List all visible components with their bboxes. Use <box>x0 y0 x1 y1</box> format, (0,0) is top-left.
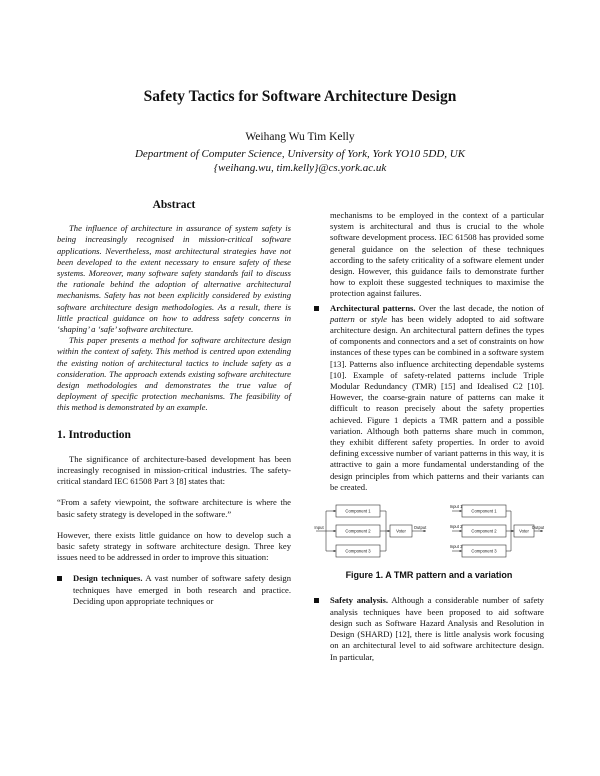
component-label: Component 2 <box>345 528 371 534</box>
bullet-title: Safety analysis. <box>330 595 388 606</box>
bullet-icon <box>314 306 319 311</box>
tmr-diagram <box>314 499 544 563</box>
voter-label: Voter <box>396 528 406 534</box>
bullet-text: Over the last decade, the notion of <box>418 302 544 313</box>
abstract-section <box>57 200 291 414</box>
left-column <box>57 200 291 613</box>
introduction-section <box>57 430 291 607</box>
email: {weihang.wu, tim.kelly}@cs.york.ac.uk <box>213 162 387 174</box>
abstract-heading: Abstract <box>152 199 196 211</box>
emphasis: style <box>371 313 387 324</box>
bullet-text: or <box>359 313 367 324</box>
bullet-text: Although a considerable number of safety analysis techniques have been proposed to aid software design such as Software Hazard Analysis and Resolution in Design (SHARD) [12], there is little analysis work focusing on an architectural level to aid software architecture design. In particular, <box>330 595 544 662</box>
figure-1 <box>314 499 544 581</box>
authors: Weihang Wu Tim Kelly <box>245 131 355 143</box>
paper-title: Safety Tactics for Software Architecture Design <box>143 88 457 105</box>
emphasis: pattern <box>330 313 355 324</box>
abstract-paragraph: This paper presents a method for software architecture design within the context of safety. This method is centred upon extending the existing notion of architectural tactics to include safety as a consideration. The approach extends existing software architecture design methodologies and demonstrates the true value of deployment of specific protection mechanisms. The feasibility of this method is demonstrated by an example. <box>57 335 291 413</box>
component-label: Component 3 <box>471 548 497 554</box>
bullet-icon <box>314 598 319 603</box>
bullet-icon <box>57 576 62 581</box>
input-label: Input <box>314 525 324 531</box>
continued-paragraph: mechanisms to be employed in the context of a particular system is architectural and thus is crucial to the whole software development process. IEC 61508 has provided some general guidance on the selection of these techniques according to the safety criticality of a software element under design. However, this guidance fails to demonstrate further how to exploit these suggested techniques to maximise the protection against failures. <box>330 210 544 299</box>
input-label: Input 3 <box>449 544 463 550</box>
bullet-title: Architectural patterns. <box>330 302 416 313</box>
component-label: Component 1 <box>345 508 371 514</box>
input-label: Input 2 <box>449 524 463 530</box>
bullet-title: Design techniques. <box>73 573 143 584</box>
figure-caption: Figure 1. A TMR pattern and a variation <box>345 570 513 581</box>
list-item <box>314 595 544 662</box>
component-label: Component 2 <box>471 528 497 534</box>
output-label: Output <box>413 525 427 531</box>
intro-paragraph: The significance of architecture-based development has been increasingly recognised in mission-critical industries. The safety-critical standard IEC 61508 Part 3 [8] states that: <box>57 453 291 487</box>
input-label: Input 1 <box>449 504 463 510</box>
list-item <box>314 303 544 493</box>
list-item <box>57 573 291 607</box>
introduction-heading: 1. Introduction <box>57 428 131 441</box>
right-column <box>314 210 544 669</box>
component-label: Component 3 <box>345 548 371 554</box>
intro-paragraph: However, there exists little guidance on how to develop such a basic safety strategy in software architecture design. Three key issues need to be addressed in order to improve this situation: <box>57 529 291 563</box>
output-label: Output <box>531 525 544 531</box>
quote: “From a safety viewpoint, the software architecture is where the basic safety strategy is developed in the software.” <box>57 497 291 519</box>
component-label: Component 1 <box>471 508 497 514</box>
bullet-text: has been widely adopted to aid software architecture design. An architectural pattern defines the types of components and connectors and a set of constraints on how instances of these types can be combined in a software system [13]. Patterns also influence architecting dependable systems [10]. Example of safety-related patterns include Triple Modular Redundancy (TMR) [15] and Idealised C2 [10]. However, the coarse-grain nature of patterns can make it difficult to reason precisely about the safety properties achieved. Figure 1 depicts a TMR pattern and a possible variation. Although both patterns share much in common, they exhibit different safety properties. In order to avoid defining excessive number of variant patterns in this way, it is attractive to gain a more fundamental understanding of the design principles from which patterns and their variants can be created. <box>330 313 544 492</box>
issue-list <box>57 573 291 607</box>
affiliation: Department of Computer Science, University of York, York YO10 5DD, UK <box>134 148 466 160</box>
affiliation-block <box>0 147 600 175</box>
voter-label: Voter <box>519 528 529 534</box>
abstract-paragraph: The influence of architecture in assurance of system safety is being increasingly recognised in mission-critical software applications. Nevertheless, most architectural strategies have not been developed to the extent necessary to ensure safety of these systems. Moreover, many software safety standards fail to discuss the rationale behind the adoption of alternative architectural mechanisms. Safety has not been explicitly considered by existing software architecture design methodologies. As a result, there is little practical guidance on how to address safety concerns in ‘shaping’ a ‘safe’ software architecture. <box>57 223 291 335</box>
issue-list <box>314 595 544 662</box>
bullet-text: A vast number of software safety design techniques have emerged in both research and practice. Deciding upon appropriate techniques or <box>73 573 292 606</box>
issue-list <box>314 303 544 493</box>
